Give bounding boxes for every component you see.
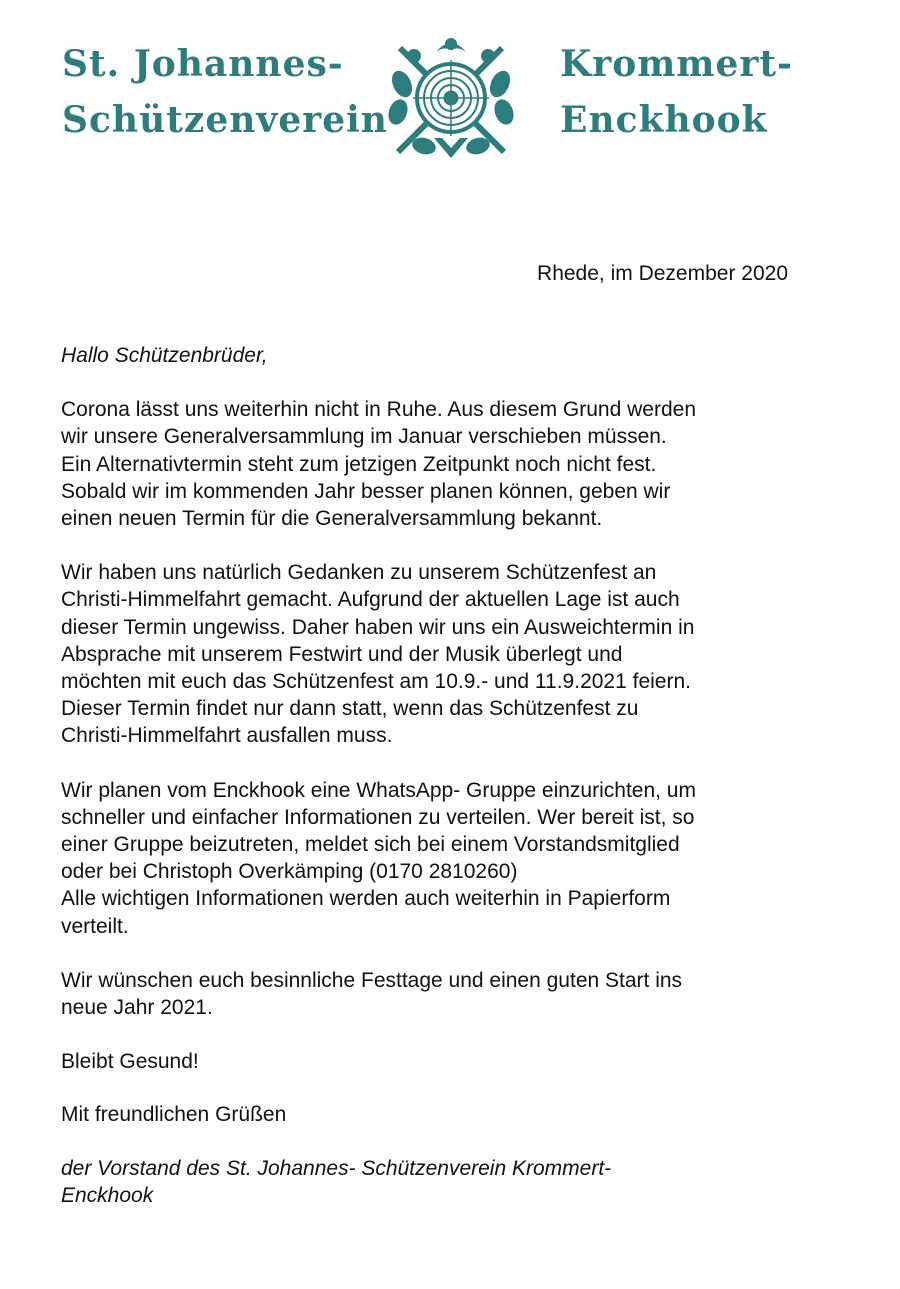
greeting-line: Hallo Schützenbrüder, [61,344,268,367]
letterhead [0,0,900,180]
text-line: neue Jahr 2021. [61,996,213,1020]
club-name-left-line: Schützenverein [62,99,388,141]
club-name-left-line: St. Johannes- [62,43,344,85]
letter-body [61,342,821,1209]
text-line: Dieser Termin findet nur dann statt, wenn das Schützenfest zu [61,697,639,721]
paragraph-postponement [61,396,821,532]
marksman-target-emblem-icon [384,34,518,164]
text-line: oder bei Christoph Overkämping (0170 2810260) [61,860,518,884]
text-line: Corona lässt uns weiterhin nicht in Ruhe. Aus diesem Grund werden [61,398,697,422]
text-line: Wir planen vom Enckhook eine WhatsApp- Gruppe einzurichten, um [61,778,696,802]
text-line: Mit freundlichen Grüßen [61,1103,287,1127]
club-name-left [62,36,388,148]
paragraph-wishes [61,967,821,1021]
text-line: Christi-Himmelfahrt ausfallen muss. [61,724,393,748]
stay-healthy [61,1048,821,1075]
text-line: wir unsere Generalversammlung im Januar verschieben müssen. [61,425,667,449]
date-line: Rhede, im Dezember 2020 [537,262,788,285]
text-line: Bleibt Gesund! [61,1050,199,1074]
paragraph-whatsapp [61,777,821,940]
closing [61,1101,821,1128]
club-name-right-line: Enckhook [560,99,768,141]
signature [61,1155,821,1209]
text-line: Alle wichtigen Informationen werden auch weiterhin in Papierform [61,887,671,911]
text-line: möchten mit euch das Schützenfest am 10.9.- und 11.9.2021 feiern. [61,670,691,694]
text-line: Sobald wir im kommenden Jahr besser planen können, geben wir [61,479,671,503]
text-line: Ein Alternativtermin steht zum jetzigen Zeitpunkt noch nicht fest. [61,452,657,476]
signature-line: Enckhook [61,1183,154,1207]
greeting [61,342,821,369]
club-name-right-line: Krommert- [560,43,793,85]
text-line: dieser Termin ungewiss. Daher haben wir uns ein Ausweichtermin in [61,615,695,639]
text-line: verteilt. [61,914,129,938]
text-line: einer Gruppe beizutreten, meldet sich bei einem Vorstandsmitglied [61,833,680,857]
text-line: einen neuen Termin für die Generalversammlung bekannt. [61,507,603,531]
signature-line: der Vorstand des St. Johannes- Schützenverein Krommert- [61,1156,612,1180]
text-line: schneller und einfacher Informationen zu verteilen. Wer bereit ist, so [61,805,695,829]
text-line: Christi-Himmelfahrt gemacht. Aufgrund der aktuellen Lage ist auch [61,588,680,612]
text-line: Absprache mit unserem Festwirt und der Musik überlegt und [61,642,623,666]
text-line: Wir haben uns natürlich Gedanken zu unserem Schützenfest an [61,561,657,585]
text-line: Wir wünschen euch besinnliche Festtage und einen guten Start ins [61,968,683,992]
club-name-right [560,36,793,148]
paragraph-schuetzenfest [61,559,821,749]
